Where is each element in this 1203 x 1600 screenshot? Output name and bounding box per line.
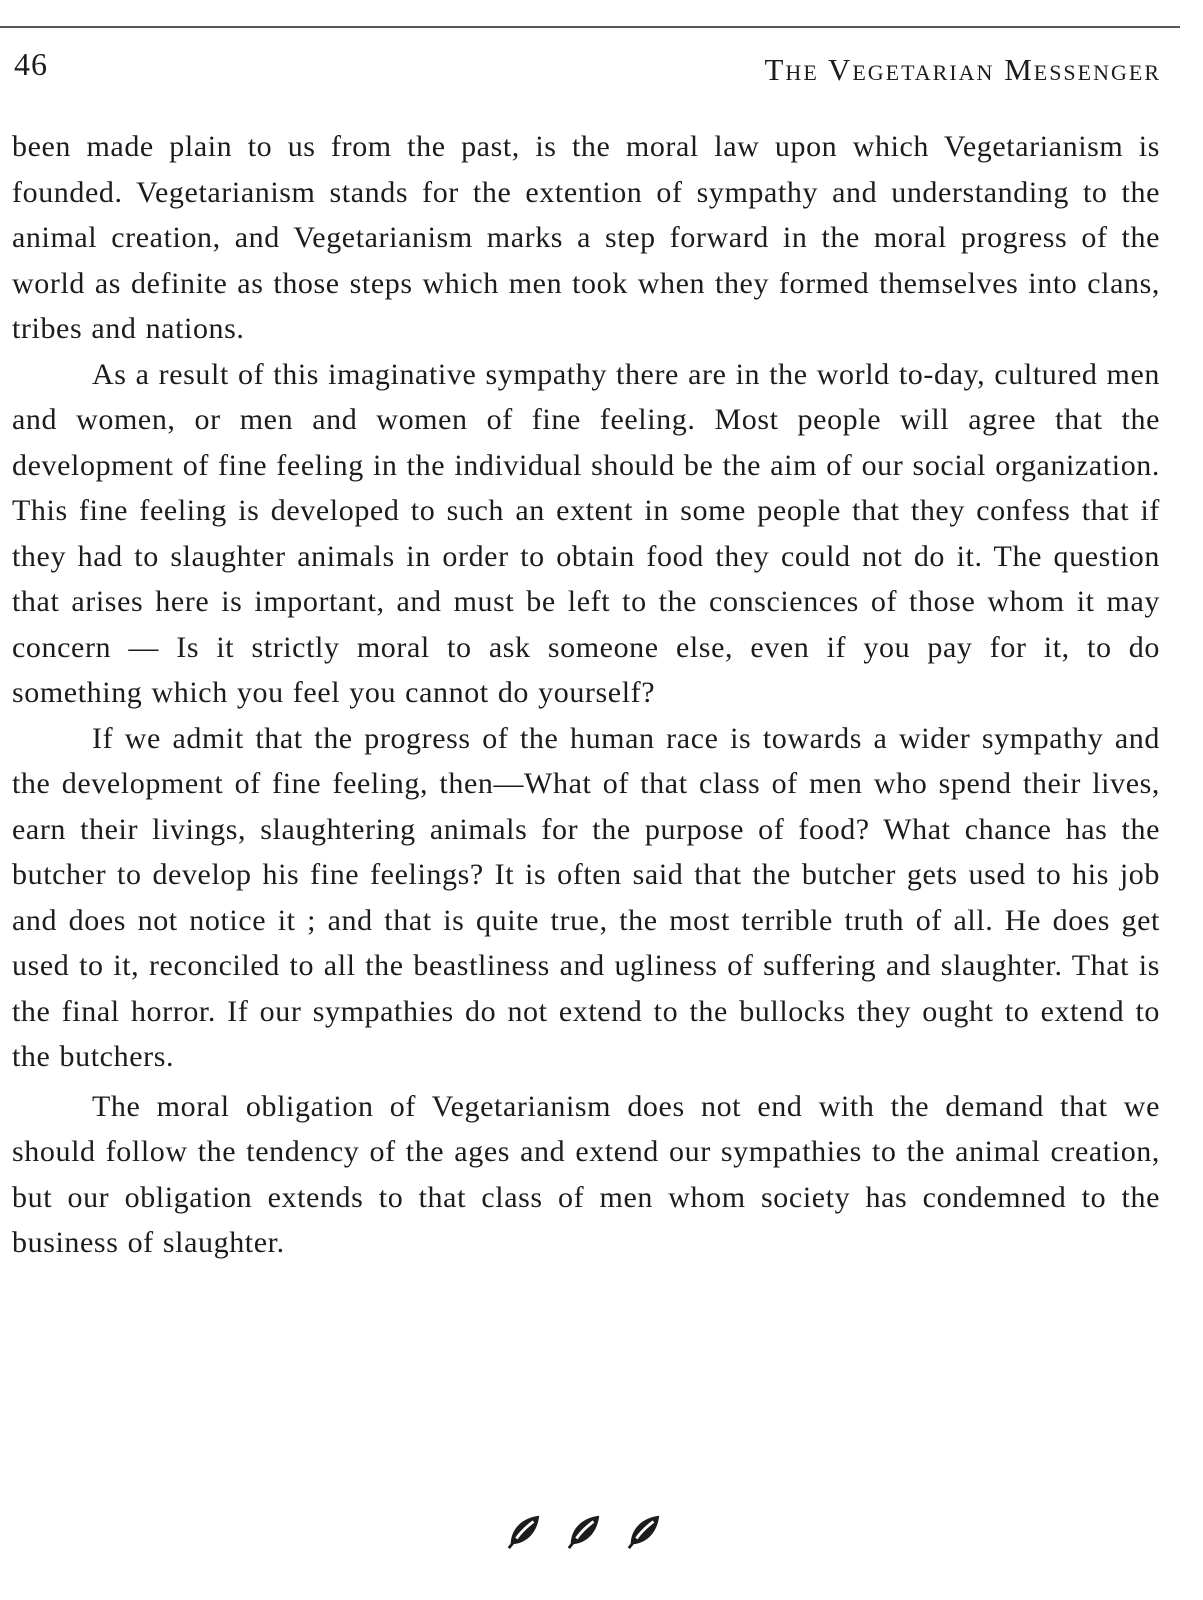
paragraph-2: As a result of this imaginative sympathy there are in the world to-day, cultured men and women, or men and women of fine feeling. Most people will agree that the development of fine feeling in the individual should be the aim of our social organization. This fine feeling is developed to such an extent in some people that they confess that if they had to slaughter animals in order to obtain food they could not do it. The question that arises here is important, and must be left to the consciences of those whom it may concern — Is it strictly moral to ask someone else, even if you pay for it, to do something which you feel you cannot do yourself?: [12, 357, 1161, 709]
leaf-ornament-icon: [565, 1512, 603, 1550]
page-number: 46: [14, 46, 48, 82]
running-title: The Vegetarian Messenger: [764, 52, 1161, 87]
header-rule: [0, 26, 1180, 28]
paragraph-3: If we admit that the progress of the human race is towards a wider sympathy and the development of fine feeling, then—What of that class of men who spend their lives, earn their livings, slaughtering animals for the purpose of food? What chance has the butcher to develop his fine feelings? It is often said that the butcher gets used to his job and does not notice it ; and that is quite true, the most terrible truth of all. He does get used to it, reconciled to all the beastliness and ugliness of suffering and slaughter. That is the final horror. If our sympathies do not extend to the bullocks they ought to extend to the butchers.: [12, 721, 1160, 1073]
paragraph-4: The moral obligation of Vegetarianism does not end with the demand that we should follow the tendency of the ages and extend our sympathies to the animal creation, but our obligation extends to that class of men whom society has condemned to the business of slaughter.: [12, 1089, 1160, 1259]
paragraph-1: been made plain to us from the past, is the moral law upon which Vegetarianism is founded. Vegetarianism stands for the extention of sympathy and understanding to the animal creation, and Vegetarianism marks a step forward in the moral progress of the world as definite as those steps which men took when they formed themselves into clans, tribes and nations.: [12, 130, 1160, 345]
article-body: [12, 124, 1160, 1266]
leaf-ornament-icon: [625, 1512, 663, 1550]
section-end-ornaments: [505, 1512, 663, 1550]
leaf-ornament-icon: [505, 1512, 543, 1550]
